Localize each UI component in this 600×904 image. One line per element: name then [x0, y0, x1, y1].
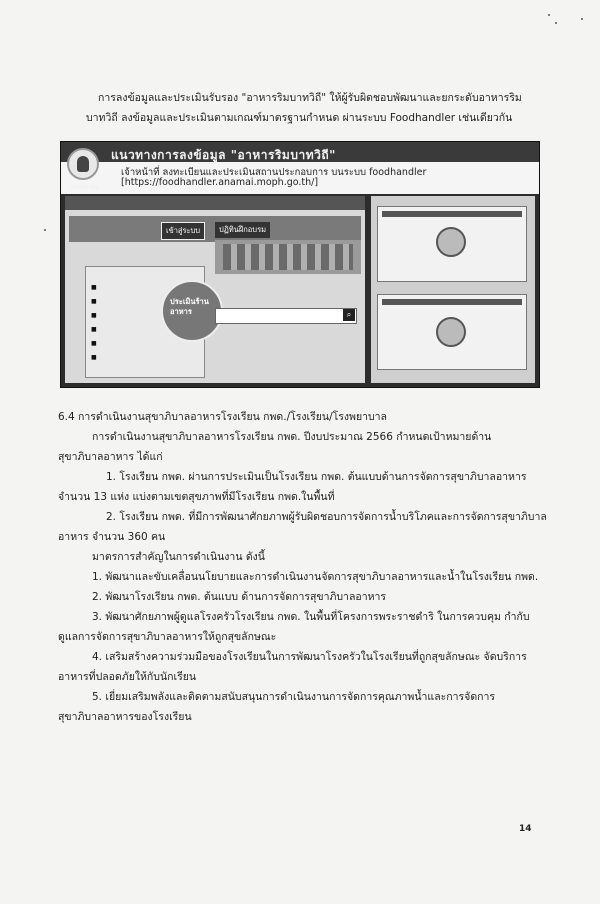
search-icon[interactable]: ⌕ [343, 309, 355, 321]
section-heading: 6.4 การดำเนินงานสุขาภิบาลอาหารโรงเรียน กพด./โรงเรียน/โรงพยาบาล [58, 411, 387, 423]
menu-item [91, 354, 97, 361]
measure-3-line-1: 3. พัฒนาศักยภาพผู้ดูแลโรงครัวโรงเรียน กพด. ในพื้นที่โครงการพระราชดำริ ในการควบคุม กำกับ [92, 611, 530, 623]
preview-right-column [371, 196, 535, 383]
card-header-bar [382, 299, 522, 305]
card-logo-icon [436, 227, 466, 257]
para1-line-1: การดำเนินงานสุขาภิบาลอาหารโรงเรียน กพด. ปีงบประมาณ 2566 กำหนดเป้าหมายด้าน [92, 431, 492, 443]
measure-5-line-1: 5. เยี่ยมเสริมพลังและติดตามสนับสนุนการดำเนินงานการจัดการคุณภาพน้ำและการจัดการ [92, 691, 496, 703]
target-item-2-line-1: 2. โรงเรียน กพด. ที่มีการพัฒนาศักยภาพผู้รับผิดชอบการจัดการน้ำบริโภคและการจัดการสุขาภิบาล [106, 511, 547, 523]
measure-2: 2. พัฒนาโรงเรียน กพด. ต้นแบบ ด้านการจัดการสุขาภิบาลอาหาร [92, 591, 387, 603]
menu-item [91, 340, 97, 347]
hero-people-image [223, 244, 353, 270]
measure-4-line-2: อาหารที่ปลอดภัยให้กับนักเรียน [58, 671, 197, 683]
browser-url-bar [65, 196, 365, 210]
banner-url: [https://foodhandler.anamai.moph.go.th/] [121, 177, 319, 188]
training-calendar-button[interactable]: ปฏิทินฝึกอบรม [215, 222, 270, 238]
preview-card [377, 206, 527, 282]
callout-label [170, 297, 209, 317]
preview-card [377, 294, 527, 370]
scan-speck [581, 18, 583, 20]
foodhandler-screenshot [60, 141, 540, 388]
login-button[interactable]: เข้าสู่ระบบ [161, 222, 205, 240]
target-item-2-line-2: อาหาร จำนวน 360 คน [58, 531, 166, 543]
callout-line-1: ประเมินร้าน [170, 297, 209, 306]
measures-heading: มาตรการสำคัญในการดำเนินงาน ดังนี้ [92, 551, 265, 563]
target-item-1-line-2: จำนวน 13 แห่ง แบ่งตามเขตสุขภาพที่มีโรงเรียน กพด.ในพื้นที่ [58, 491, 335, 503]
website-preview [65, 196, 365, 383]
measure-4-line-1: 4. เสริมสร้างความร่วมมือของโรงเรียนในการพัฒนาโรงครัวในโรงเรียนที่ถูกสุขลักษณะ จัดบริการ [92, 651, 527, 663]
intro-line-1: การลงข้อมูลและประเมินรับรอง "อาหารริมบาทวิถี" ให้ผู้รับผิดชอบพัฒนาและยกระดับอาหารริม [98, 92, 522, 104]
target-item-1-line-1: 1. โรงเรียน กพด. ผ่านการประเมินเป็นโรงเรียน กพด. ต้นแบบด้านการจัดการสุขาภิบาลอาหาร [106, 471, 527, 483]
measure-1: 1. พัฒนาและขับเคลื่อนนโยบายและการดำเนินงานจัดการสุขาภิบาลอาหารและน้ำในโรงเรียน กพด. [92, 571, 539, 583]
menu-item [91, 298, 97, 305]
card-logo-icon [436, 317, 466, 347]
para1-line-2: สุขาภิบาลอาหาร ได้แก่ [58, 451, 163, 463]
scan-speck [555, 22, 557, 24]
intro-paragraph [86, 88, 538, 128]
logo-caption: กรมอนามัย [69, 184, 99, 191]
section-6-4 [58, 407, 548, 727]
menu-item [91, 312, 97, 319]
menu-item [91, 284, 97, 291]
scan-speck [44, 229, 46, 231]
intro-line-2: บาทวิถี ลงข้อมูลและประเมินตามเกณฑ์มาตรฐานกำหนด ผ่านระบบ Foodhandler เช่นเดียวกัน [86, 112, 513, 124]
card-header-bar [382, 211, 522, 217]
search-input[interactable] [215, 308, 357, 324]
banner-line-1: เจ้าหน้าที่ ลงทะเบียนและประเมินสถานประกอบการ บนระบบ foodhandler [121, 167, 427, 178]
department-logo-icon [67, 148, 99, 180]
measure-5-line-2: สุขาภิบาลอาหารของโรงเรียน [58, 711, 192, 723]
page-number: 14 [519, 824, 532, 834]
menu-item [91, 326, 97, 333]
callout-line-2: อาหาร [170, 307, 192, 316]
banner-title: แนวทางการลงข้อมูล "อาหารริมบาทวิถี" [111, 148, 336, 162]
scan-speck [548, 14, 550, 16]
measure-3-line-2: ดูแลการจัดการสุขาภิบาลอาหารให้ถูกสุขลักษณะ [58, 631, 277, 643]
